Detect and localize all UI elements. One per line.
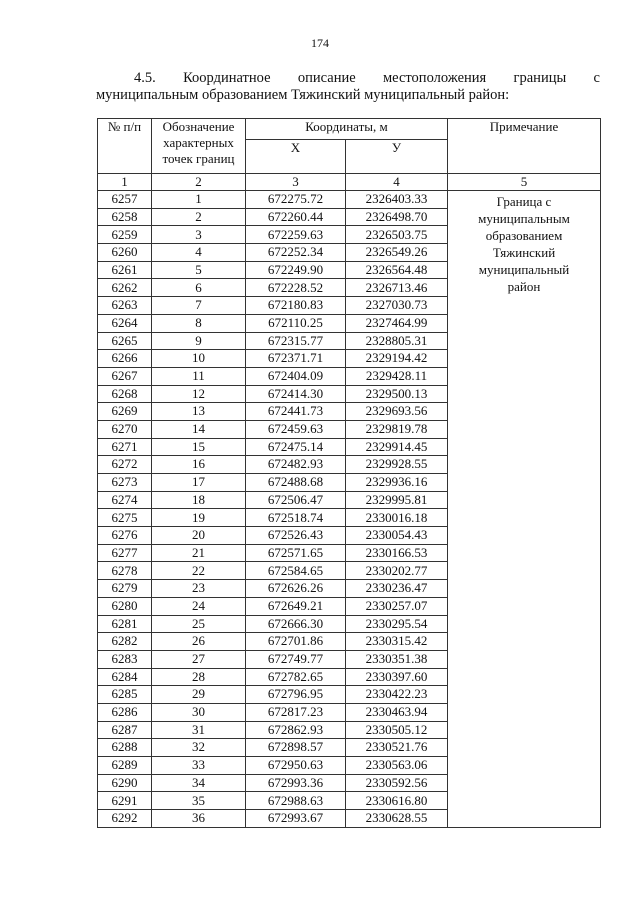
column-number: 2: [152, 174, 246, 191]
page-number: 174: [311, 36, 329, 50]
cell-num: 6286: [98, 703, 152, 721]
heading-word: описание: [297, 70, 356, 86]
cell-x: 672260.44: [246, 208, 346, 226]
cell-y: 2330257.07: [346, 597, 448, 615]
cell-y: 2329693.56: [346, 403, 448, 421]
cell-num: 6273: [98, 474, 152, 492]
cell-y: 2330315.42: [346, 633, 448, 651]
cell-point: 1: [152, 191, 246, 209]
header-note: Примечание: [448, 119, 601, 174]
cell-x: 672749.77: [246, 650, 346, 668]
cell-y: 2329936.16: [346, 474, 448, 492]
column-numbers-row: [98, 174, 601, 191]
cell-point: 30: [152, 703, 246, 721]
cell-point: 4: [152, 244, 246, 262]
cell-x: 672526.43: [246, 527, 346, 545]
cell-x: 672518.74: [246, 509, 346, 527]
cell-y: 2330016.18: [346, 509, 448, 527]
cell-y: 2330628.55: [346, 810, 448, 828]
cell-x: 672584.65: [246, 562, 346, 580]
cell-y: 2330054.43: [346, 527, 448, 545]
cell-num: 6261: [98, 261, 152, 279]
cell-point: 9: [152, 332, 246, 350]
cell-point: 26: [152, 633, 246, 651]
cell-y: 2326549.26: [346, 244, 448, 262]
cell-point: 31: [152, 721, 246, 739]
cell-x: 672475.14: [246, 438, 346, 456]
cell-num: 6275: [98, 509, 152, 527]
table-header: [98, 119, 601, 191]
cell-x: 672993.36: [246, 774, 346, 792]
cell-y: 2329819.78: [346, 420, 448, 438]
cell-x: 672862.93: [246, 721, 346, 739]
cell-x: 672701.86: [246, 633, 346, 651]
cell-point: 32: [152, 739, 246, 757]
heading-word: границы: [513, 70, 567, 86]
cell-num: 6289: [98, 757, 152, 775]
cell-point: 23: [152, 580, 246, 598]
cell-x: 672666.30: [246, 615, 346, 633]
cell-x: 672414.30: [246, 385, 346, 403]
cell-num: 6281: [98, 615, 152, 633]
cell-point: 34: [152, 774, 246, 792]
heading-word: местоположения: [383, 70, 487, 86]
cell-num: 6291: [98, 792, 152, 810]
cell-y: 2329194.42: [346, 350, 448, 368]
cell-num: 6287: [98, 721, 152, 739]
cell-y: 2330563.06: [346, 757, 448, 775]
cell-num: 6259: [98, 226, 152, 244]
cell-y: 2330351.38: [346, 650, 448, 668]
cell-num: 6285: [98, 686, 152, 704]
cell-y: 2329500.13: [346, 385, 448, 403]
header-coords: Координаты, м: [246, 119, 448, 140]
cell-point: 10: [152, 350, 246, 368]
header-point: Обозначение характерных точек границ: [152, 119, 246, 174]
cell-num: 6263: [98, 297, 152, 315]
header-num: № п/п: [98, 119, 152, 174]
cell-y: 2330202.77: [346, 562, 448, 580]
heading-word: 4.5.: [134, 70, 156, 86]
cell-num: 6265: [98, 332, 152, 350]
cell-y: 2326403.33: [346, 191, 448, 209]
heading-word: Координатное: [183, 70, 271, 86]
cell-x: 672315.77: [246, 332, 346, 350]
cell-x: 672571.65: [246, 544, 346, 562]
cell-num: 6292: [98, 810, 152, 828]
section-heading: [96, 70, 600, 104]
cell-y: 2326498.70: [346, 208, 448, 226]
cell-point: 19: [152, 509, 246, 527]
cell-y: 2329928.55: [346, 456, 448, 474]
column-number: 1: [98, 174, 152, 191]
cell-x: 672817.23: [246, 703, 346, 721]
cell-num: 6278: [98, 562, 152, 580]
cell-num: 6283: [98, 650, 152, 668]
cell-num: 6284: [98, 668, 152, 686]
coordinates-table: [97, 118, 601, 828]
cell-point: 16: [152, 456, 246, 474]
cell-y: 2330616.80: [346, 792, 448, 810]
cell-point: 13: [152, 403, 246, 421]
cell-y: 2328805.31: [346, 332, 448, 350]
cell-point: 25: [152, 615, 246, 633]
cell-y: 2330592.56: [346, 774, 448, 792]
cell-num: 6267: [98, 367, 152, 385]
cell-x: 672488.68: [246, 474, 346, 492]
cell-x: 672796.95: [246, 686, 346, 704]
cell-y: 2330521.76: [346, 739, 448, 757]
cell-x: 672228.52: [246, 279, 346, 297]
cell-x: 672259.63: [246, 226, 346, 244]
cell-num: 6272: [98, 456, 152, 474]
note-cell: Граница с муниципальным образованием Тяжинский муниципальный район: [448, 191, 601, 828]
cell-x: 672782.65: [246, 668, 346, 686]
cell-point: 33: [152, 757, 246, 775]
cell-y: 2330397.60: [346, 668, 448, 686]
cell-y: 2326564.48: [346, 261, 448, 279]
cell-x: 672950.63: [246, 757, 346, 775]
heading-word: с: [593, 70, 600, 86]
cell-point: 5: [152, 261, 246, 279]
cell-y: 2330166.53: [346, 544, 448, 562]
cell-num: 6282: [98, 633, 152, 651]
cell-point: 15: [152, 438, 246, 456]
cell-point: 17: [152, 474, 246, 492]
cell-point: 27: [152, 650, 246, 668]
cell-point: 7: [152, 297, 246, 315]
heading-line-2: муниципальным образованием Тяжинский муниципальный район:: [96, 87, 510, 103]
header-x: Х: [246, 140, 346, 174]
cell-y: 2329428.11: [346, 367, 448, 385]
cell-x: 672626.26: [246, 580, 346, 598]
cell-x: 672459.63: [246, 420, 346, 438]
cell-num: 6269: [98, 403, 152, 421]
cell-y: 2330295.54: [346, 615, 448, 633]
cell-y: 2330463.94: [346, 703, 448, 721]
cell-x: 672441.73: [246, 403, 346, 421]
cell-y: 2327030.73: [346, 297, 448, 315]
cell-x: 672371.71: [246, 350, 346, 368]
cell-num: 6264: [98, 314, 152, 332]
cell-x: 672404.09: [246, 367, 346, 385]
cell-point: 6: [152, 279, 246, 297]
cell-y: 2330505.12: [346, 721, 448, 739]
cell-x: 672275.72: [246, 191, 346, 209]
column-number: 5: [448, 174, 601, 191]
cell-point: 8: [152, 314, 246, 332]
cell-num: 6260: [98, 244, 152, 262]
table-row: [98, 191, 601, 209]
cell-num: 6280: [98, 597, 152, 615]
cell-point: 3: [152, 226, 246, 244]
cell-num: 6279: [98, 580, 152, 598]
cell-y: 2330422.23: [346, 686, 448, 704]
cell-point: 20: [152, 527, 246, 545]
cell-point: 11: [152, 367, 246, 385]
cell-num: 6288: [98, 739, 152, 757]
cell-y: 2329914.45: [346, 438, 448, 456]
cell-y: 2326503.75: [346, 226, 448, 244]
cell-num: 6266: [98, 350, 152, 368]
cell-x: 672898.57: [246, 739, 346, 757]
heading-line-1: [96, 70, 600, 87]
column-number: 4: [346, 174, 448, 191]
cell-num: 6270: [98, 420, 152, 438]
cell-num: 6290: [98, 774, 152, 792]
cell-y: 2330236.47: [346, 580, 448, 598]
cell-num: 6276: [98, 527, 152, 545]
cell-x: 672993.67: [246, 810, 346, 828]
cell-y: 2326713.46: [346, 279, 448, 297]
cell-x: 672506.47: [246, 491, 346, 509]
cell-point: 28: [152, 668, 246, 686]
cell-x: 672110.25: [246, 314, 346, 332]
cell-x: 672252.34: [246, 244, 346, 262]
cell-point: 35: [152, 792, 246, 810]
cell-point: 21: [152, 544, 246, 562]
cell-num: 6271: [98, 438, 152, 456]
cell-x: 672649.21: [246, 597, 346, 615]
cell-y: 2327464.99: [346, 314, 448, 332]
cell-point: 29: [152, 686, 246, 704]
cell-point: 12: [152, 385, 246, 403]
header-y: У: [346, 140, 448, 174]
cell-point: 22: [152, 562, 246, 580]
table-body: [98, 191, 601, 828]
cell-point: 36: [152, 810, 246, 828]
cell-point: 18: [152, 491, 246, 509]
cell-point: 2: [152, 208, 246, 226]
column-number: 3: [246, 174, 346, 191]
cell-num: 6274: [98, 491, 152, 509]
cell-x: 672482.93: [246, 456, 346, 474]
cell-x: 672180.83: [246, 297, 346, 315]
cell-num: 6257: [98, 191, 152, 209]
cell-y: 2329995.81: [346, 491, 448, 509]
cell-num: 6277: [98, 544, 152, 562]
cell-x: 672988.63: [246, 792, 346, 810]
cell-point: 24: [152, 597, 246, 615]
cell-num: 6262: [98, 279, 152, 297]
cell-num: 6268: [98, 385, 152, 403]
cell-num: 6258: [98, 208, 152, 226]
cell-point: 14: [152, 420, 246, 438]
cell-x: 672249.90: [246, 261, 346, 279]
